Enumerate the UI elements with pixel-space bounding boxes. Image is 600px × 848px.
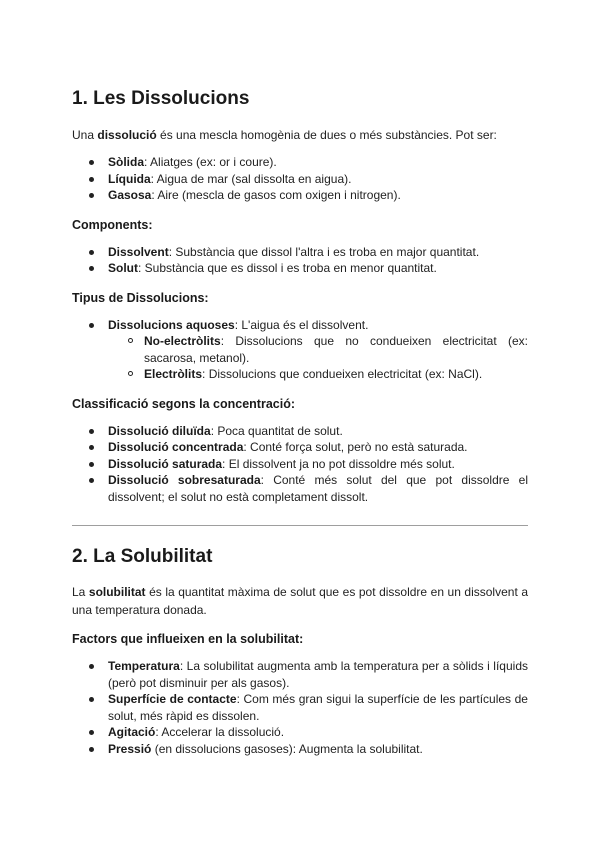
bullet-icon bbox=[89, 462, 94, 467]
bullet-icon bbox=[89, 193, 94, 198]
intro-term: solubilitat bbox=[88, 585, 146, 599]
bullet-icon bbox=[89, 177, 94, 182]
item-term: Superfície de contacte bbox=[108, 692, 237, 706]
list-item bbox=[72, 317, 528, 383]
section-title: 2. La Solubilitat bbox=[72, 546, 213, 567]
item-term: Agitació bbox=[108, 725, 156, 739]
item-desc: : Conté més solut del que pot dissoldre el dissolvent; el solut no està completament dissolt. bbox=[108, 473, 528, 504]
list-item bbox=[72, 171, 528, 188]
intro-text: Una bbox=[72, 128, 98, 142]
bullet-icon bbox=[89, 478, 94, 483]
item-desc: : Com més gran sigui la superfície de les partícules de solut, més ràpid es dissolen. bbox=[108, 692, 528, 723]
subsection-heading: Classificació segons la concentració: bbox=[72, 396, 295, 411]
factors-list bbox=[72, 658, 528, 757]
subsection-heading: Factors que influeixen en la solubilitat: bbox=[72, 632, 304, 646]
intro-paragraph bbox=[72, 583, 528, 619]
item-term: Dissolució saturada bbox=[108, 456, 223, 471]
item-desc: (en dissolucions gasoses): Augmenta la solubilitat. bbox=[151, 741, 423, 756]
list-item bbox=[72, 244, 528, 261]
intro-text: La bbox=[72, 585, 89, 599]
list-item bbox=[72, 154, 528, 171]
list-item bbox=[72, 439, 528, 456]
item-desc: : Substància que dissol l'altra i es troba en major quantitat. bbox=[168, 244, 480, 259]
bullet-icon bbox=[89, 160, 94, 165]
item-desc: : El dissolvent ja no pot dissoldre més solut. bbox=[222, 456, 455, 471]
item-desc: : L'aigua és el dissolvent. bbox=[234, 317, 369, 332]
item-desc: : Poca quantitat de solut. bbox=[210, 423, 343, 438]
sublist-item bbox=[108, 366, 528, 383]
list-item bbox=[72, 472, 528, 505]
item-desc: : Aliatges (ex: or i coure). bbox=[144, 155, 277, 169]
classif-list bbox=[72, 423, 528, 506]
bullet-icon bbox=[89, 730, 94, 735]
intro-text: és la quantitat màxima de solut que es pot dissoldre en un dissolvent a una temperatura donada. bbox=[72, 585, 528, 617]
types-list bbox=[72, 154, 528, 204]
list-item bbox=[72, 658, 528, 691]
bullet-icon bbox=[89, 747, 94, 752]
bullet-icon bbox=[89, 250, 94, 255]
item-term: Sòlida bbox=[108, 155, 145, 169]
item-term: No-electròlits bbox=[144, 334, 221, 348]
item-term: Líquida bbox=[108, 171, 151, 186]
list-item bbox=[72, 691, 528, 724]
list-item bbox=[72, 260, 528, 277]
bullet-icon bbox=[89, 445, 94, 450]
subsection-heading: Components: bbox=[72, 217, 153, 232]
section-divider bbox=[72, 525, 528, 526]
bullet-icon bbox=[89, 697, 94, 702]
item-desc: : Dissolucions que condueixen electricitat (ex: NaCl). bbox=[202, 367, 483, 381]
item-term: Pressió bbox=[108, 741, 152, 756]
item-term: Dissolvent bbox=[108, 244, 169, 259]
sublist-item bbox=[108, 333, 528, 366]
item-term: Electròlits bbox=[144, 367, 203, 381]
list-item bbox=[72, 456, 528, 473]
list-item bbox=[72, 187, 528, 204]
intro-paragraph bbox=[72, 126, 528, 144]
section-title: 1. Les Dissolucions bbox=[72, 88, 250, 109]
list-item bbox=[72, 741, 528, 758]
item-desc: : Aire (mescla de gasos com oxigen i nitrogen). bbox=[151, 188, 401, 202]
item-desc: : Aigua de mar (sal dissolta en aigua). bbox=[150, 171, 352, 186]
bullet-icon bbox=[89, 664, 94, 669]
hollow-bullet-icon bbox=[128, 338, 133, 343]
item-desc: : La solubilitat augmenta amb la temperatura per a sòlids i líquids (però pot disminuir per als gasos). bbox=[108, 659, 528, 690]
item-term: Dissolucions aquoses bbox=[108, 317, 235, 332]
list-item bbox=[72, 724, 528, 741]
item-term: Temperatura bbox=[108, 659, 180, 673]
item-desc: : Accelerar la dissolució. bbox=[155, 725, 285, 739]
item-term: Gasosa bbox=[108, 188, 152, 202]
bullet-icon bbox=[89, 266, 94, 271]
tipus-list bbox=[72, 317, 528, 383]
item-term: Dissolució concentrada bbox=[108, 440, 244, 454]
intro-text: és una mescla homogènia de dues o més substàncies. Pot ser: bbox=[156, 128, 497, 142]
bullet-icon bbox=[89, 429, 94, 434]
item-term: Solut bbox=[108, 261, 138, 275]
item-desc: : Substància que es dissol i es troba en menor quantitat. bbox=[138, 261, 437, 275]
item-term: Dissolució diluïda bbox=[108, 423, 211, 438]
list-item bbox=[72, 423, 528, 440]
bullet-icon bbox=[89, 323, 94, 328]
components-list bbox=[72, 244, 528, 277]
subsection-heading: Tipus de Dissolucions: bbox=[72, 290, 209, 305]
hollow-bullet-icon bbox=[128, 371, 133, 376]
item-term: Dissolució sobresaturada bbox=[108, 473, 261, 487]
tipus-sublist bbox=[108, 333, 528, 383]
intro-term: dissolució bbox=[97, 128, 157, 142]
item-desc: : Dissolucions que no condueixen electricitat (ex: sacarosa, metanol). bbox=[144, 334, 528, 365]
item-desc: : Conté força solut, però no està saturada. bbox=[243, 440, 468, 454]
